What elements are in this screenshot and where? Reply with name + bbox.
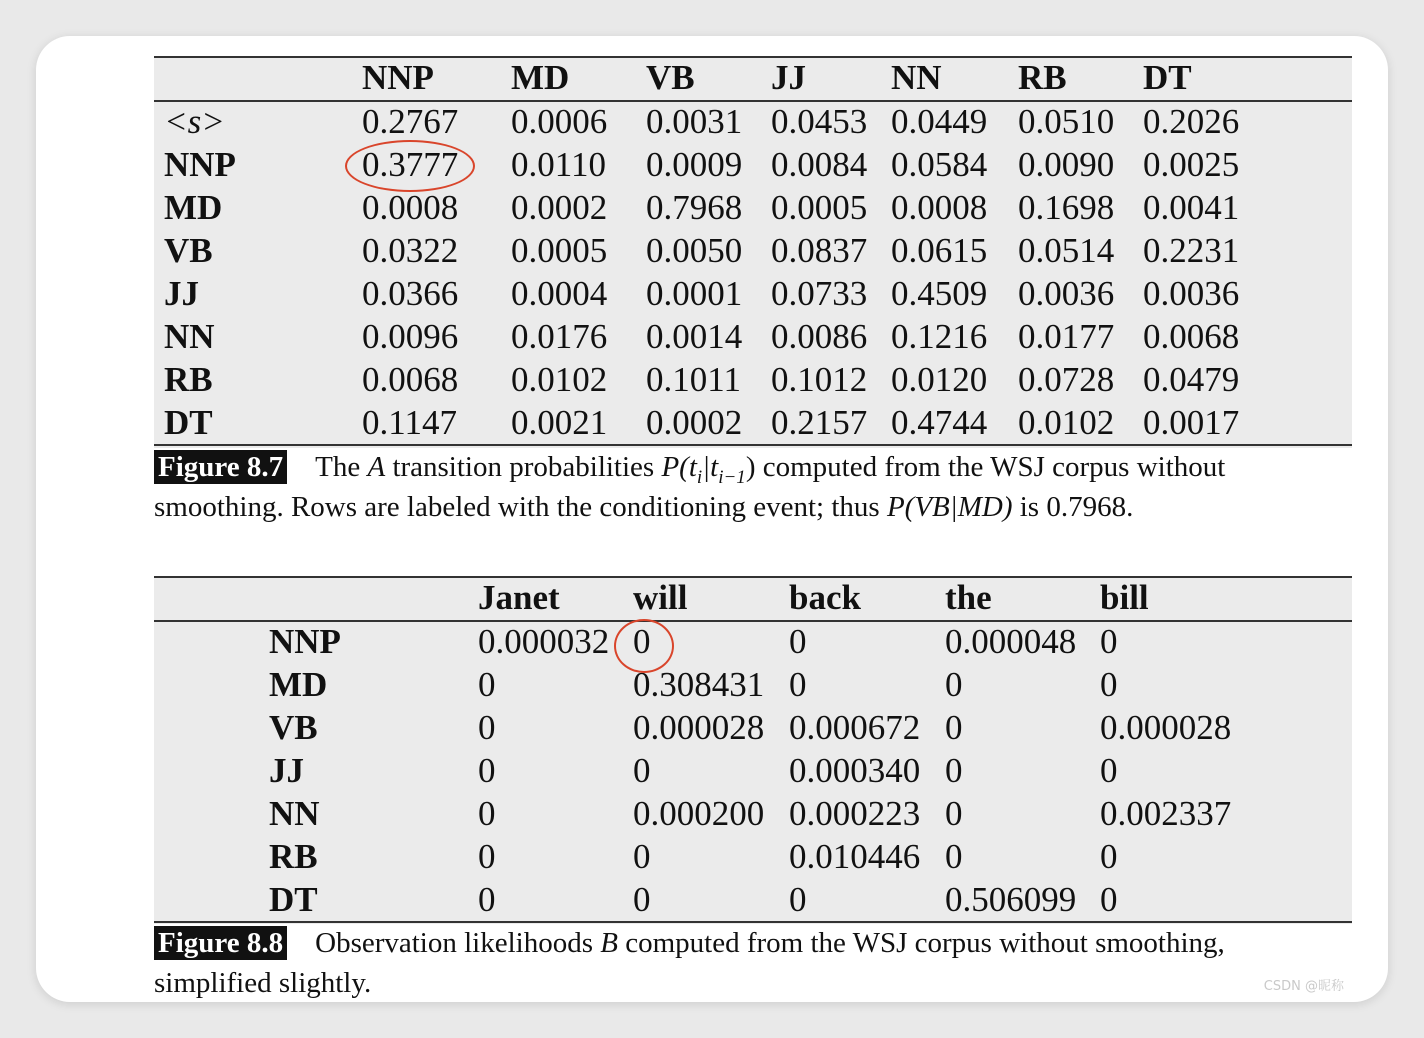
table-cell: 0 <box>633 622 651 661</box>
caption-math-b: B <box>600 927 618 959</box>
table-cell: 0.0086 <box>771 317 868 356</box>
table-cell: 0.000672 <box>789 708 921 747</box>
table-cell: 0 <box>633 751 651 790</box>
table-cell: 0 <box>789 622 807 661</box>
table-cell: 0.4509 <box>891 274 988 313</box>
table-cell: 0.0102 <box>511 360 608 399</box>
table-cell: 0.010446 <box>789 837 921 876</box>
table-cell: 0.1698 <box>1018 188 1115 227</box>
table-cell: 0.0176 <box>511 317 608 356</box>
table-cell: 0 <box>633 880 651 919</box>
table-cell: 0.0002 <box>646 403 743 442</box>
table-cell: 0.0068 <box>362 360 459 399</box>
column-header: will <box>633 578 688 617</box>
caption-math: (t <box>679 451 697 483</box>
table-cell: 0.0366 <box>362 274 459 313</box>
table-cell: 0.0036 <box>1143 274 1240 313</box>
row-label: NNP <box>164 145 236 184</box>
table-cell: 0.0177 <box>1018 317 1115 356</box>
column-header: back <box>789 578 861 617</box>
table-cell: 0.4744 <box>891 403 988 442</box>
table-cell: 0.0006 <box>511 102 608 141</box>
table-bottom-rule <box>154 444 1352 446</box>
table-cell: 0.0120 <box>891 360 988 399</box>
table-cell: 0.000223 <box>789 794 921 833</box>
caption-text: simplified slightly. <box>154 967 372 999</box>
table-cell: 0.0453 <box>771 102 868 141</box>
column-header: bill <box>1100 578 1149 617</box>
table-cell: 0.0050 <box>646 231 743 270</box>
table-cell: 0.000048 <box>945 622 1077 661</box>
table-cell: 0.0837 <box>771 231 868 270</box>
table-cell: 0.2231 <box>1143 231 1240 270</box>
table-cell: 0.002337 <box>1100 794 1232 833</box>
table-cell: 0 <box>478 837 496 876</box>
table-cell: 0.0090 <box>1018 145 1115 184</box>
table-cell: 0 <box>478 794 496 833</box>
table-cell: 0.1012 <box>771 360 868 399</box>
table-cell: 0.0008 <box>891 188 988 227</box>
table-cell: 0 <box>1100 880 1118 919</box>
column-header: DT <box>1143 58 1192 97</box>
table-cell: 0.1147 <box>362 403 457 442</box>
table-cell: 0.7968 <box>646 188 743 227</box>
column-header: MD <box>511 58 570 97</box>
caption-math-a: A <box>367 451 386 483</box>
watermark: CSDN @昵称 <box>1263 979 1344 994</box>
table-cell: 0.0728 <box>1018 360 1115 399</box>
row-label: RB <box>269 837 318 876</box>
table-cell: 0.0008 <box>362 188 459 227</box>
table-cell: 0.0017 <box>1143 403 1240 442</box>
table-cell: 0.1011 <box>646 360 741 399</box>
table-cell: 0.1216 <box>891 317 988 356</box>
table-cell: 0.0102 <box>1018 403 1115 442</box>
table-cell: 0 <box>1100 751 1118 790</box>
table-cell: 0 <box>945 794 963 833</box>
caption-math-sub: i <box>696 466 703 488</box>
caption-math: ) <box>745 451 756 483</box>
caption-math: P(VB|MD) <box>886 491 1013 523</box>
table-cell: 0.000200 <box>633 794 765 833</box>
table-cell: 0 <box>945 665 963 704</box>
table-cell: 0 <box>789 880 807 919</box>
table-cell: 0.0004 <box>511 274 608 313</box>
highlight-circle <box>345 140 475 192</box>
caption-text: is 0.7968. <box>1012 491 1134 523</box>
table-cell: 0.2026 <box>1143 102 1240 141</box>
table-cell: 0.0005 <box>771 188 868 227</box>
table-cell: 0 <box>1100 665 1118 704</box>
row-label: JJ <box>269 751 304 790</box>
table-cell: 0 <box>945 708 963 747</box>
table-cell: 0.2157 <box>771 403 868 442</box>
table-cell: 0.0449 <box>891 102 988 141</box>
table-cell: 0 <box>945 837 963 876</box>
caption-math-p: P <box>661 451 680 483</box>
table-cell: 0 <box>789 665 807 704</box>
row-label: VB <box>269 708 318 747</box>
table-cell: 0 <box>633 837 651 876</box>
observation-table <box>154 576 1352 924</box>
table-cell: 0.0322 <box>362 231 459 270</box>
caption-text: Observation likelihoods <box>315 927 601 959</box>
table-cell: 0 <box>1100 622 1118 661</box>
table-cell: 0.0110 <box>511 145 606 184</box>
caption-line-2 <box>154 964 371 1002</box>
table-cell: 0.000340 <box>789 751 921 790</box>
table-cell: 0.000028 <box>1100 708 1232 747</box>
column-header: Janet <box>478 578 560 617</box>
column-header: NN <box>891 58 942 97</box>
table-cell: 0.0025 <box>1143 145 1240 184</box>
table-cell: 0.0733 <box>771 274 868 313</box>
highlight-circle <box>614 619 674 673</box>
row-label: NN <box>269 794 320 833</box>
column-header: JJ <box>771 58 806 97</box>
row-label: RB <box>164 360 213 399</box>
table-cell: 0 <box>478 665 496 704</box>
row-label: NNP <box>269 622 341 661</box>
caption-text: smoothing. Rows are labeled with the conditioning event; thus <box>154 491 887 523</box>
caption-math: |t <box>702 451 719 483</box>
caption-math-sub: i−1 <box>718 466 746 488</box>
transition-table <box>154 56 1352 448</box>
table-cell: 0.0584 <box>891 145 988 184</box>
table-cell: 0.0084 <box>771 145 868 184</box>
caption-line-1 <box>154 924 1225 963</box>
table-cell: 0.0514 <box>1018 231 1115 270</box>
table-cell: 0.0041 <box>1143 188 1240 227</box>
table-cell: 0.0510 <box>1018 102 1115 141</box>
table-cell: 0.3777 <box>362 145 459 184</box>
row-label: <s> <box>164 102 225 141</box>
column-header: VB <box>646 58 695 97</box>
caption-text: transition probabilities <box>385 451 662 483</box>
table-cell: 0.0068 <box>1143 317 1240 356</box>
figure-card <box>36 36 1388 1002</box>
table-cell: 0.0096 <box>362 317 459 356</box>
table-cell: 0.506099 <box>945 880 1077 919</box>
table-cell: 0.0001 <box>646 274 743 313</box>
table-cell: 0.308431 <box>633 665 765 704</box>
table-top-rule <box>154 576 1352 578</box>
column-header: NNP <box>362 58 434 97</box>
row-label: NN <box>164 317 215 356</box>
table-cell: 0.0031 <box>646 102 743 141</box>
figure-8-7-caption <box>154 448 1352 530</box>
table-cell: 0.2767 <box>362 102 459 141</box>
table-cell: 0.0021 <box>511 403 608 442</box>
table-cell: 0.0002 <box>511 188 608 227</box>
table-cell: 0.000028 <box>633 708 765 747</box>
table-cell: 0.0014 <box>646 317 743 356</box>
row-label: DT <box>164 403 213 442</box>
row-label: DT <box>269 880 318 919</box>
caption-text: The <box>315 451 368 483</box>
table-cell: 0 <box>945 751 963 790</box>
caption-text: computed from the WSJ corpus without smoothing, <box>617 927 1225 959</box>
figure-8-8-caption <box>154 924 1352 1002</box>
table-cell: 0.0009 <box>646 145 743 184</box>
table-cell: 0 <box>478 708 496 747</box>
figure-label: Figure 8.8 <box>154 926 287 960</box>
table-cell: 0 <box>1100 837 1118 876</box>
row-label: MD <box>269 665 328 704</box>
table-cell: 0.0036 <box>1018 274 1115 313</box>
table-cell: 0 <box>478 751 496 790</box>
table-cell: 0.0615 <box>891 231 988 270</box>
caption-text: computed from the WSJ corpus without <box>755 451 1226 483</box>
table-cell: 0 <box>478 880 496 919</box>
column-header: the <box>945 578 992 617</box>
column-header: RB <box>1018 58 1067 97</box>
table-bottom-rule <box>154 921 1352 923</box>
table-cell: 0.000032 <box>478 622 610 661</box>
row-label: VB <box>164 231 213 270</box>
figure-label: Figure 8.7 <box>154 450 287 484</box>
caption-line-2 <box>154 488 1133 527</box>
table-cell: 0.0479 <box>1143 360 1240 399</box>
row-label: JJ <box>164 274 199 313</box>
table-cell: 0.0005 <box>511 231 608 270</box>
row-label: MD <box>164 188 223 227</box>
